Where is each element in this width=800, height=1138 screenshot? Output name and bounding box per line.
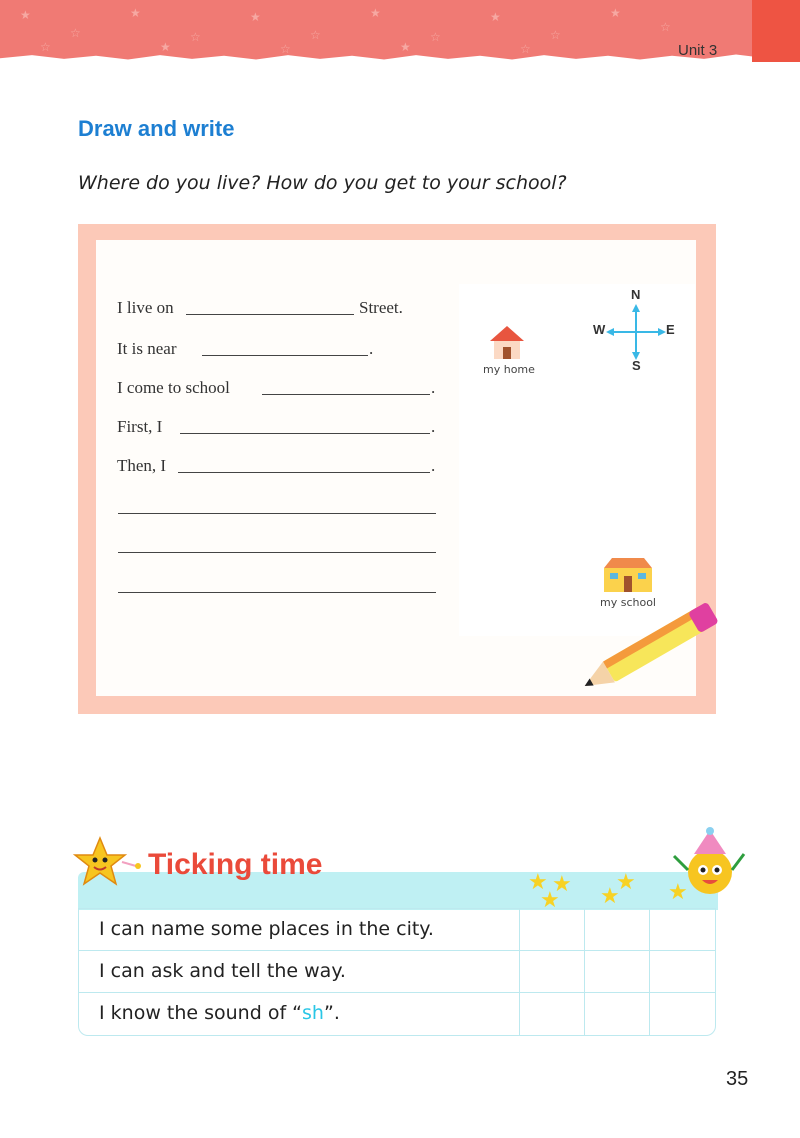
blank-line-6[interactable] (118, 513, 436, 514)
tick-cell[interactable] (584, 910, 648, 950)
sh-highlight: sh (302, 1002, 324, 1024)
compass-icon (606, 304, 666, 360)
blank-street[interactable] (186, 314, 354, 315)
line5-end: . (431, 456, 436, 475)
line1-start: I live on (117, 298, 174, 317)
row-statement: I can ask and tell the way. (99, 960, 346, 982)
tick-cell[interactable] (584, 952, 648, 992)
question-text: Where do you live? How do you get to your school? (78, 172, 567, 194)
line2-end: . (369, 339, 374, 358)
compass-west: W (593, 322, 606, 337)
tick-cell[interactable] (649, 952, 713, 992)
section-title: Draw and write (78, 116, 235, 141)
row-text-before: I know the sound of “ (99, 1002, 303, 1024)
compass-north: N (631, 287, 641, 302)
tick-cell[interactable] (649, 994, 713, 1034)
line3-start: I come to school (117, 378, 230, 397)
home-icon (488, 324, 526, 362)
row-statement: I can name some places in the city. (99, 918, 434, 940)
blank-near[interactable] (202, 355, 368, 356)
line2-start: It is near (117, 339, 177, 358)
tick-cell[interactable] (519, 952, 583, 992)
line3-end: . (431, 378, 436, 397)
line5-start: Then, I (117, 456, 167, 475)
blank-first[interactable] (180, 433, 430, 434)
row-text-after: ”. (323, 1002, 340, 1024)
banner-tab (752, 0, 800, 62)
tick-cell[interactable] (519, 910, 583, 950)
home-label: my home (483, 363, 535, 376)
school-label: my school (600, 596, 656, 609)
ticking-title: Ticking time (148, 848, 323, 881)
line4-end: . (431, 417, 436, 436)
blank-line-8[interactable] (118, 592, 436, 593)
school-icon (598, 556, 658, 594)
blank-come-to-school[interactable] (262, 394, 430, 395)
pencil-icon (574, 600, 734, 692)
compass-east: E (666, 322, 675, 337)
line1-end: Street. (359, 298, 403, 317)
unit-label: Unit 3 (678, 42, 718, 59)
blank-then[interactable] (178, 472, 430, 473)
tick-cell[interactable] (584, 994, 648, 1034)
page-number: 35 (726, 1068, 749, 1090)
line4-start: First, I (117, 417, 163, 436)
blank-line-7[interactable] (118, 552, 436, 553)
tick-cell[interactable] (519, 994, 583, 1034)
row-statement (99, 1002, 340, 1024)
compass-south: S (632, 358, 641, 373)
star-mascot-icon (72, 836, 142, 890)
tick-cell[interactable] (649, 910, 713, 950)
